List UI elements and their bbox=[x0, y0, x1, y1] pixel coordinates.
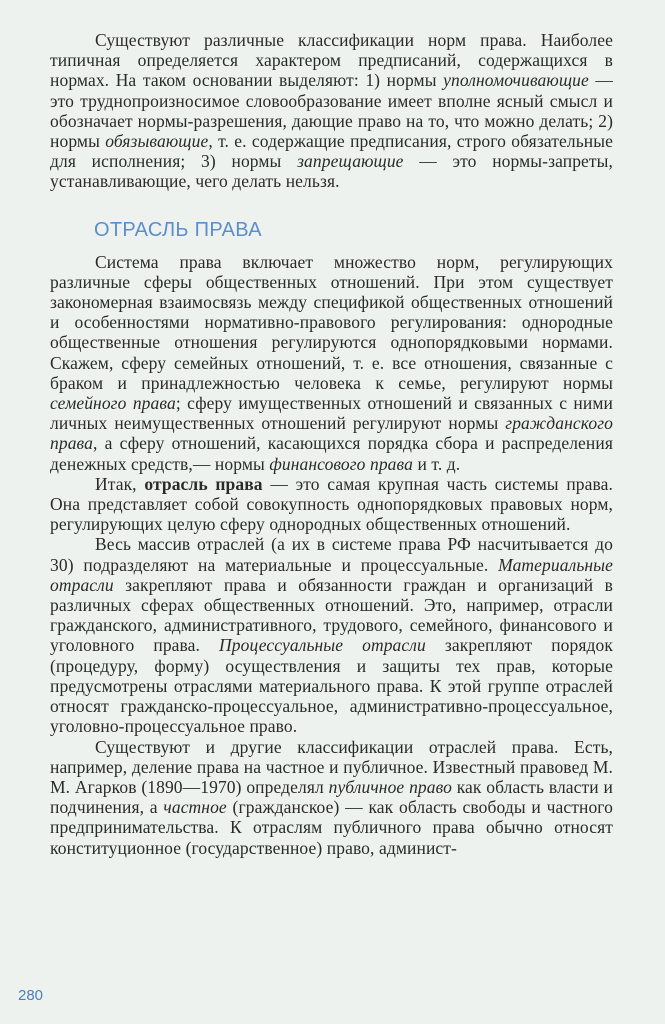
italic-term: обязывающие bbox=[105, 131, 209, 152]
italic-term: частное bbox=[163, 797, 227, 818]
section-title: ОТРАСЛЬ ПРАВА bbox=[94, 218, 262, 241]
italic-term: Процессуальные отрасли bbox=[219, 635, 426, 656]
italic-term: Материальные отрасли bbox=[50, 554, 613, 595]
italic-term: семейного права bbox=[50, 393, 176, 414]
text-run: закрепляют порядок (процедуру, форму) осуществления и защиты тех прав, которые предусмотрены отраслями материального права. К этой группе отраслей относят гражданско-процессуальное, административно-процессуальное, уголовно-процессуальное право. bbox=[50, 635, 613, 737]
text-run: Существуют и другие классификации отраслей права. Есть, например, деление права на частное и публичное. Известный правовед М. М. Агарков (1890—1970) определял bbox=[50, 736, 613, 797]
text-run: — это самая крупная часть системы права. Она представляет собой совокупность однопорядковых правовых норм, регулирующих целую сферу однородных общественных отношений. bbox=[50, 473, 613, 535]
text-run: закрепляют права и обязанности граждан и организаций в различных сферах общественных отношений. Это, например, отрасли гражданского, административного, трудового, семейного, финансового и уголовного права. bbox=[50, 574, 613, 656]
paragraph bbox=[50, 737, 613, 858]
text-run: , т. е. содержащие предписания, строго обязательные для исполнения; 3) нормы bbox=[50, 131, 613, 172]
section-text bbox=[50, 252, 613, 858]
paragraph bbox=[50, 474, 613, 535]
text-run: Итак, bbox=[95, 473, 145, 494]
page-number: 280 bbox=[18, 987, 44, 1004]
text-run: (гражданское) — как область свободы и частного предпринимательства. К отраслям публичного права обычно относят конституционное (государственное) право, админист- bbox=[50, 797, 613, 858]
intro-text bbox=[50, 30, 613, 192]
text-run: и т. д. bbox=[412, 453, 461, 474]
text-run: Весь массив отраслей (а их в системе права РФ насчитывается до 30) подразделяют на материальные и процессуальные. bbox=[50, 534, 613, 575]
paragraph bbox=[50, 30, 613, 192]
text-run: , а сферу отношений, касающихся порядка сбора и распределения денежных средств,— нормы bbox=[50, 433, 613, 474]
italic-term: уполномочивающие bbox=[443, 70, 589, 91]
italic-term: гражданского права bbox=[50, 413, 613, 454]
paragraph bbox=[50, 534, 613, 736]
text-run: как область власти и подчинения, а bbox=[50, 776, 613, 818]
text-run: Существуют различные классификации норм права. Наиболее типичная определяется характером предписаний, содержащихся в нормах. На таком основании выделяют: 1) нормы bbox=[50, 30, 613, 91]
text-run: Система права включает множество норм, регулирующих различные сферы общественных отношений. При этом существует закономерная взаимосвязь между спецификой общественных отношений и особенностями нормативно-правового регулирования: однородные общественные отношения регулируются однопорядковыми нормами. Скажем, сферу семейных отношений, т. е. все отношения, связанные с браком и принадлежностью человека к семье, регулируют нормы bbox=[50, 251, 613, 393]
italic-term: финансового права bbox=[269, 453, 413, 474]
paragraph bbox=[50, 252, 613, 474]
bold-term: отрасль права bbox=[144, 473, 263, 494]
text-run: — это труднопроизносимое словообразование имеет вполне ясный смысл и обозначает нормы-разрешения, дающие право на то, что можно делать; 2) нормы bbox=[50, 70, 613, 152]
text-run: — это нормы-запреты, устанавливающие, чего делать нельзя. bbox=[50, 151, 613, 192]
italic-term: запрещающие bbox=[297, 151, 404, 172]
text-run: ; сферу имущественных отношений и связанных с ними личных неимущественных отношений регулируют нормы bbox=[50, 393, 614, 434]
italic-term: публичное право bbox=[328, 776, 452, 797]
